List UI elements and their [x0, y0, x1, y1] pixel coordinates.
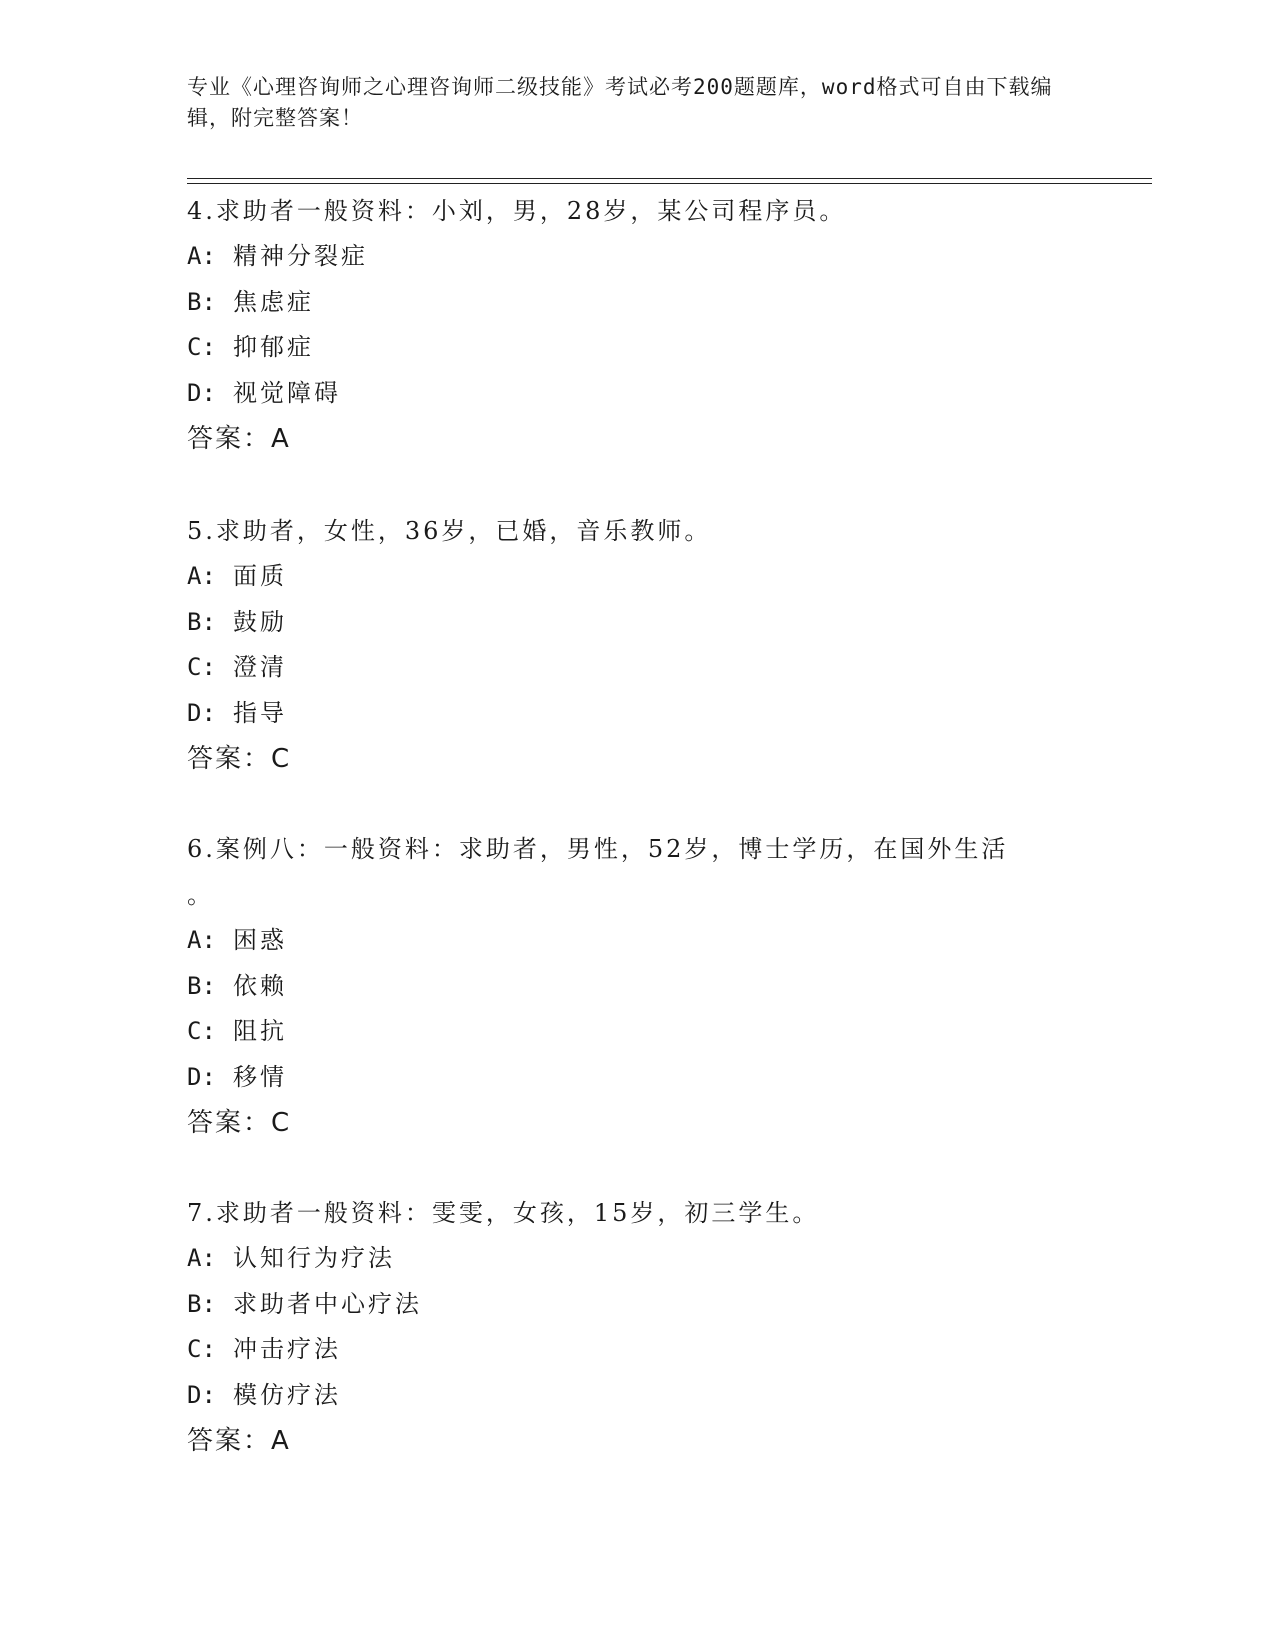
- option-text: 困惑: [233, 926, 287, 954]
- option-letter: A:: [187, 926, 216, 954]
- option-a: [187, 554, 1087, 600]
- option-text: 精神分裂症: [233, 242, 368, 270]
- option-letter: A:: [187, 1244, 216, 1272]
- question-title: 5.求助者，女性，36岁，已婚，音乐教师。: [187, 517, 712, 545]
- option-text: 指导: [233, 698, 287, 727]
- option-text: 移情: [233, 1062, 287, 1091]
- option-letter: D:: [187, 1380, 216, 1409]
- header-divider-bottom: [187, 183, 1152, 184]
- option-text: 面质: [233, 562, 287, 590]
- question-6: [187, 826, 1087, 1146]
- option-b: [187, 1282, 1087, 1328]
- option-letter: B:: [187, 1289, 216, 1318]
- option-text: 求助者中心疗法: [233, 1289, 422, 1318]
- option-text: 依赖: [233, 971, 287, 1000]
- option-text: 抑郁症: [233, 333, 314, 361]
- option-letter: C:: [187, 333, 216, 361]
- question-5: [187, 508, 1087, 782]
- option-c: [187, 1009, 1087, 1055]
- option-a: [187, 234, 1087, 280]
- option-letter: A:: [187, 242, 216, 270]
- option-letter: C:: [187, 1335, 216, 1363]
- option-letter: B:: [187, 607, 216, 636]
- option-d: [187, 1373, 1087, 1419]
- question-title: 7.求助者一般资料：雯雯，女孩，15岁，初三学生。: [187, 1199, 820, 1227]
- option-letter: D:: [187, 378, 216, 407]
- question-7: [187, 1190, 1087, 1464]
- question-title-continuation: 。: [187, 881, 214, 909]
- option-letter: D:: [187, 698, 216, 727]
- option-letter: C:: [187, 653, 216, 681]
- option-text: 焦虑症: [233, 287, 314, 316]
- question-title: 4.求助者一般资料：小刘，男，28岁，某公司程序员。: [187, 197, 847, 225]
- option-d: [187, 691, 1087, 737]
- option-letter: D:: [187, 1062, 216, 1091]
- header-divider-top: [187, 178, 1152, 179]
- option-text: 模仿疗法: [233, 1380, 341, 1409]
- option-text: 澄清: [233, 653, 287, 681]
- option-letter: B:: [187, 971, 216, 1000]
- option-a: [187, 1236, 1087, 1282]
- option-b: [187, 600, 1087, 646]
- answer-line: 答案：A: [187, 1426, 291, 1456]
- option-d: [187, 371, 1087, 417]
- option-b: [187, 280, 1087, 326]
- option-text: 鼓励: [233, 607, 287, 636]
- question-title: 6.案例八：一般资料：求助者，男性，52岁，博士学历，在国外生活: [187, 835, 1009, 863]
- answer-line: 答案：C: [187, 744, 292, 774]
- option-letter: A:: [187, 562, 216, 590]
- option-c: [187, 325, 1087, 371]
- answer-line: 答案：A: [187, 424, 291, 454]
- option-c: [187, 1327, 1087, 1373]
- option-text: 阻抗: [233, 1017, 287, 1045]
- answer-line: 答案：C: [187, 1108, 292, 1138]
- question-4: [187, 188, 1087, 462]
- option-text: 冲击疗法: [233, 1335, 341, 1363]
- option-b: [187, 964, 1087, 1010]
- option-letter: C:: [187, 1017, 216, 1045]
- option-letter: B:: [187, 287, 216, 316]
- option-text: 认知行为疗法: [233, 1244, 395, 1272]
- option-a: [187, 918, 1087, 964]
- option-c: [187, 645, 1087, 691]
- document-header: 专业《心理咨询师之心理咨询师二级技能》考试必考200题题库，word格式可自由下载编辑，附完整答案！: [187, 75, 1053, 130]
- option-d: [187, 1055, 1087, 1101]
- option-text: 视觉障碍: [233, 378, 341, 407]
